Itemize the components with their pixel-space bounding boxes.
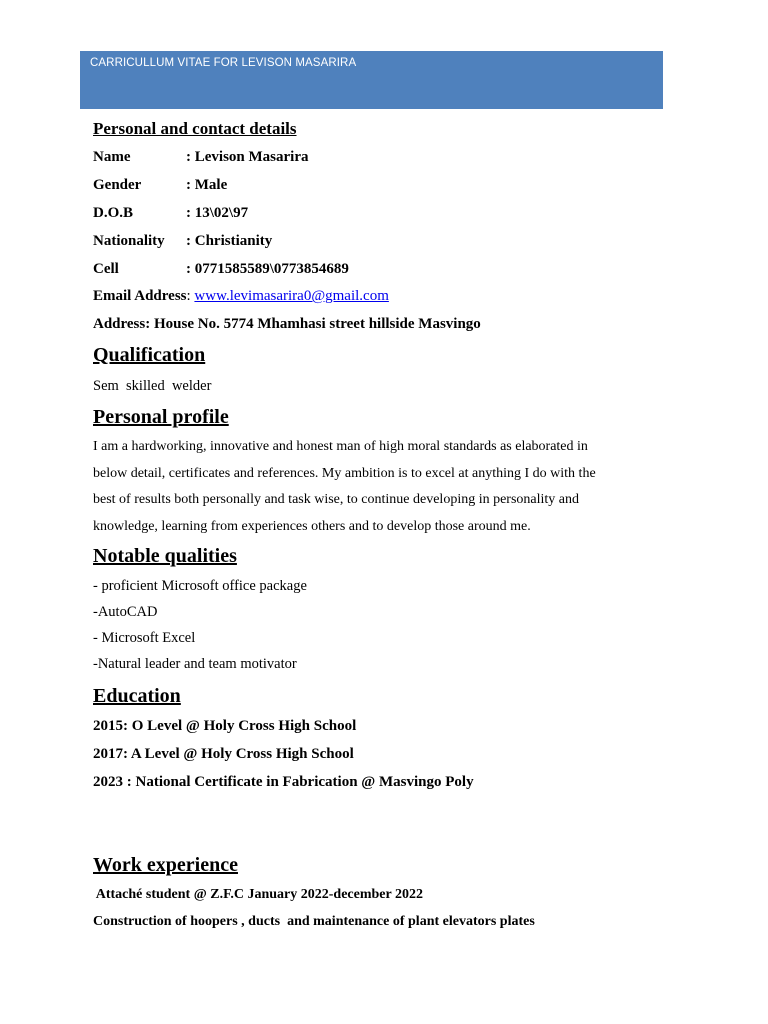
email-label: Email Address [93, 288, 187, 304]
profile-line: best of results both personally and task wise, to continue developing in personality and [93, 492, 580, 507]
work-item: Attaché student @ Z.F.C January 2022-december 2022 [93, 887, 423, 902]
email-row [93, 288, 389, 305]
quality-item: - proficient Microsoft office package [93, 578, 307, 594]
dob-label: D.O.B [93, 205, 134, 221]
profile-line: I am a hardworking, innovative and honest man of high moral standards as elaborated in [93, 439, 588, 454]
dob-row [93, 205, 248, 222]
qualification-heading: Qualification [93, 344, 206, 366]
gender-label: Gender [93, 177, 142, 193]
personal-profile-heading: Personal profile [93, 406, 229, 428]
profile-paragraph [93, 434, 613, 540]
dob-value: : 13\02\97 [186, 205, 249, 221]
quality-item: -Natural leader and team motivator [93, 656, 297, 672]
personal-details-heading: Personal and contact details [93, 119, 297, 138]
work-experience-heading: Work experience [93, 854, 238, 876]
address-line: Address: House No. 5774 Mhamhasi street hillside Masvingo [93, 316, 481, 332]
education-item: 2023 : National Certificate in Fabrication @ Masvingo Poly [93, 774, 474, 790]
qualification-text: Sem skilled welder [93, 378, 212, 394]
nationality-row [93, 233, 272, 250]
quality-item: - Microsoft Excel [93, 630, 196, 646]
name-value: : Levison Masarira [186, 149, 309, 165]
email-separator: : [186, 288, 195, 304]
cell-row [93, 261, 349, 278]
nationality-label: Nationality [93, 233, 165, 249]
header-bar [80, 51, 663, 109]
document-title: CARRICULLUM VITAE FOR LEVISON MASARIRA [90, 57, 357, 69]
education-item: 2017: A Level @ Holy Cross High School [93, 746, 354, 762]
notable-qualities-heading: Notable qualities [93, 545, 237, 567]
education-heading: Education [93, 685, 181, 707]
quality-item: -AutoCAD [93, 604, 158, 620]
profile-line: knowledge, learning from experiences others and to develop those around me. [93, 518, 531, 534]
work-item: Construction of hoopers , ducts and maintenance of plant elevators plates [93, 914, 535, 929]
nationality-value: : Christianity [186, 233, 273, 249]
education-item: 2015: O Level @ Holy Cross High School [93, 718, 357, 734]
cell-label: Cell [93, 261, 119, 277]
profile-line: below detail, certificates and references. My ambition is to excel at anything I do with the [93, 465, 596, 481]
name-label: Name [93, 149, 131, 165]
cell-value: : 0771585589\0773854689 [186, 261, 349, 277]
gender-value: : Male [186, 177, 228, 193]
gender-row [93, 177, 227, 194]
email-link[interactable]: www.levimasarira0@gmail.com [194, 288, 389, 304]
name-row [93, 149, 308, 166]
